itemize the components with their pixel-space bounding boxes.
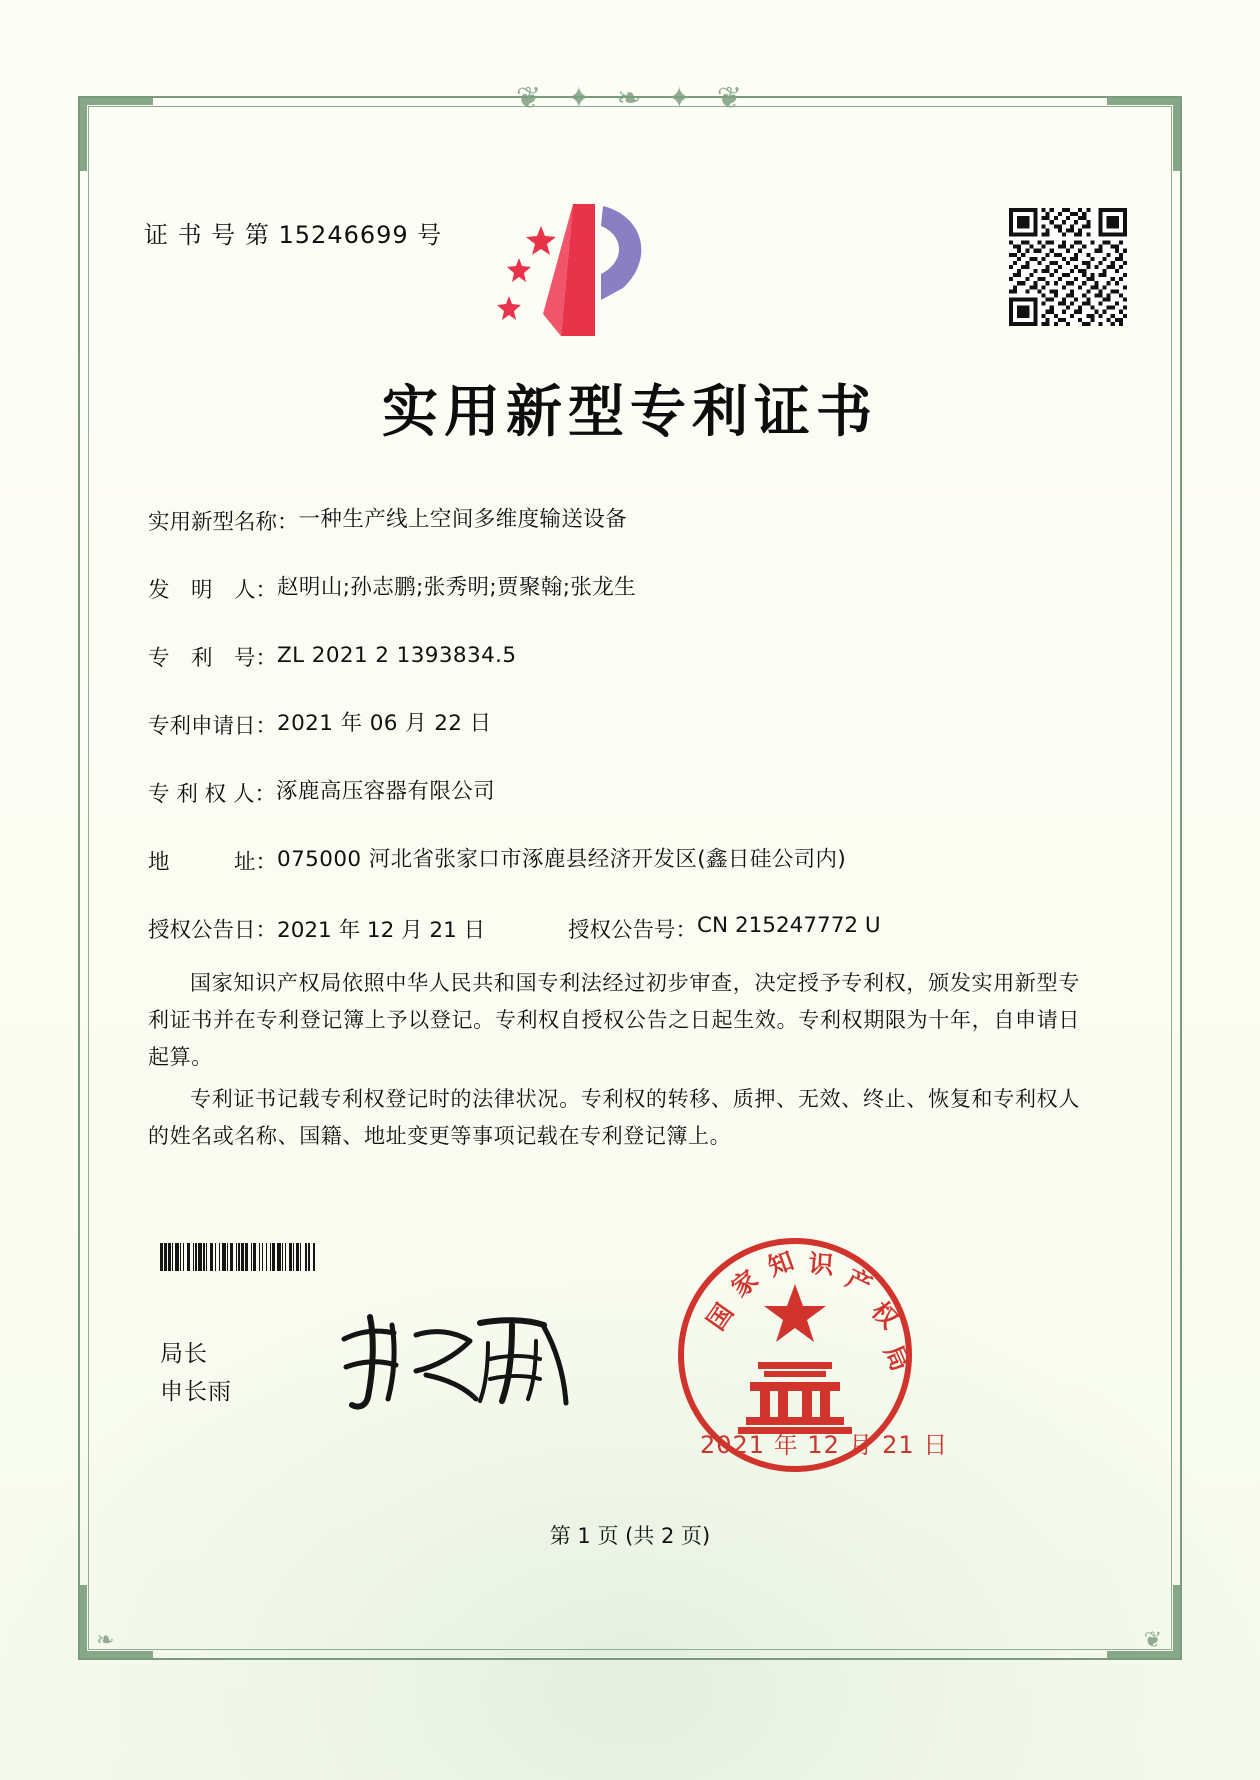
signatory-title: 局长	[160, 1341, 208, 1367]
top-scroll-ornament-icon: ❦ ✦ ❧ ✦ ❦	[516, 81, 744, 116]
bottom-right-ornament-icon: ❦	[1143, 1628, 1164, 1653]
signature-block	[160, 1336, 232, 1412]
signatory-name: 申长雨	[160, 1378, 232, 1405]
field-row-utility-model-name	[148, 505, 1078, 536]
field-label: 专利申请日：	[148, 714, 278, 739]
legal-paragraph-2: 专利证书记载专利权登记时的法律状况。专利权的转移、质押、无效、终止、恢复和专利权人的姓名或名称、国籍、地址变更等事项记载在专利登记簿上。	[148, 1087, 1080, 1148]
grant-date-group	[148, 913, 568, 944]
field-row-patent-number	[148, 641, 1078, 672]
page-title: 实用新型专利证书	[382, 379, 878, 445]
fields-block	[148, 505, 1078, 969]
patent-logo-icon	[483, 196, 673, 346]
svg-text:知: 知	[764, 1245, 798, 1282]
field-value: 075000 河北省张家口市涿鹿县经济开发区(鑫日硅公司内)	[277, 847, 847, 872]
handwritten-signature	[330, 1305, 600, 1420]
field-label: 地 址：	[148, 850, 278, 875]
corner-ornament-bottom-left	[80, 1585, 153, 1658]
qr-code	[1009, 208, 1127, 326]
field-label: 专 利 号：	[148, 646, 278, 671]
field-value: 赵明山;孙志鹏;张秀明;贾聚翰;张龙生	[277, 575, 637, 600]
svg-text:局: 局	[878, 1340, 916, 1376]
svg-text:家: 家	[725, 1264, 764, 1303]
svg-text:识: 识	[807, 1249, 835, 1280]
seal-date: 2021 年 12 月 21 日	[700, 1431, 949, 1459]
legal-text-block	[148, 965, 1080, 1161]
field-row-grant-announcement	[148, 913, 1078, 944]
grant-number-group	[568, 913, 881, 944]
certificate-number: 证 书 号 第 15246699 号	[144, 221, 443, 249]
field-label: 专 利 权 人：	[148, 782, 277, 807]
grant-date-value: 2021 年 12 月 21 日	[277, 918, 486, 943]
grant-date-label: 授权公告日：	[148, 918, 278, 943]
field-row-application-date	[148, 709, 1078, 740]
field-value: 2021 年 06 月 22 日	[277, 711, 492, 736]
field-row-address	[148, 845, 1078, 876]
field-value: 涿鹿高压容器有限公司	[276, 779, 496, 804]
corner-ornament-top-right	[1107, 98, 1180, 171]
svg-text:权: 权	[865, 1296, 904, 1335]
field-row-patentee	[148, 777, 1078, 808]
barcode	[160, 1243, 450, 1271]
legal-paragraph-1: 国家知识产权局依照中华人民共和国专利法经过初步审查，决定授予专利权，颁发实用新型专利证书并在专利登记簿上予以登记。专利权自授权公告之日起生效。专利权期限为十年，自申请日起算。	[148, 971, 1080, 1069]
grant-number-label: 授权公告号：	[568, 918, 698, 943]
grant-number-value: CN 215247772 U	[697, 913, 881, 938]
field-value: ZL 2021 2 1393834.5	[277, 643, 517, 668]
bottom-left-ornament-icon: ❧	[96, 1628, 117, 1653]
page-edge-artifact	[0, 1758, 1260, 1772]
svg-text:国: 国	[701, 1298, 740, 1336]
field-label: 实用新型名称：	[148, 510, 299, 535]
field-label: 发 明 人：	[148, 578, 278, 603]
page-footer: 第 1 页 (共 2 页)	[549, 1524, 711, 1548]
svg-text:产: 产	[841, 1263, 877, 1301]
field-value: 一种生产线上空间多维度输送设备	[298, 507, 628, 532]
corner-ornament-top-left	[80, 98, 153, 171]
field-row-inventors	[148, 573, 1078, 604]
